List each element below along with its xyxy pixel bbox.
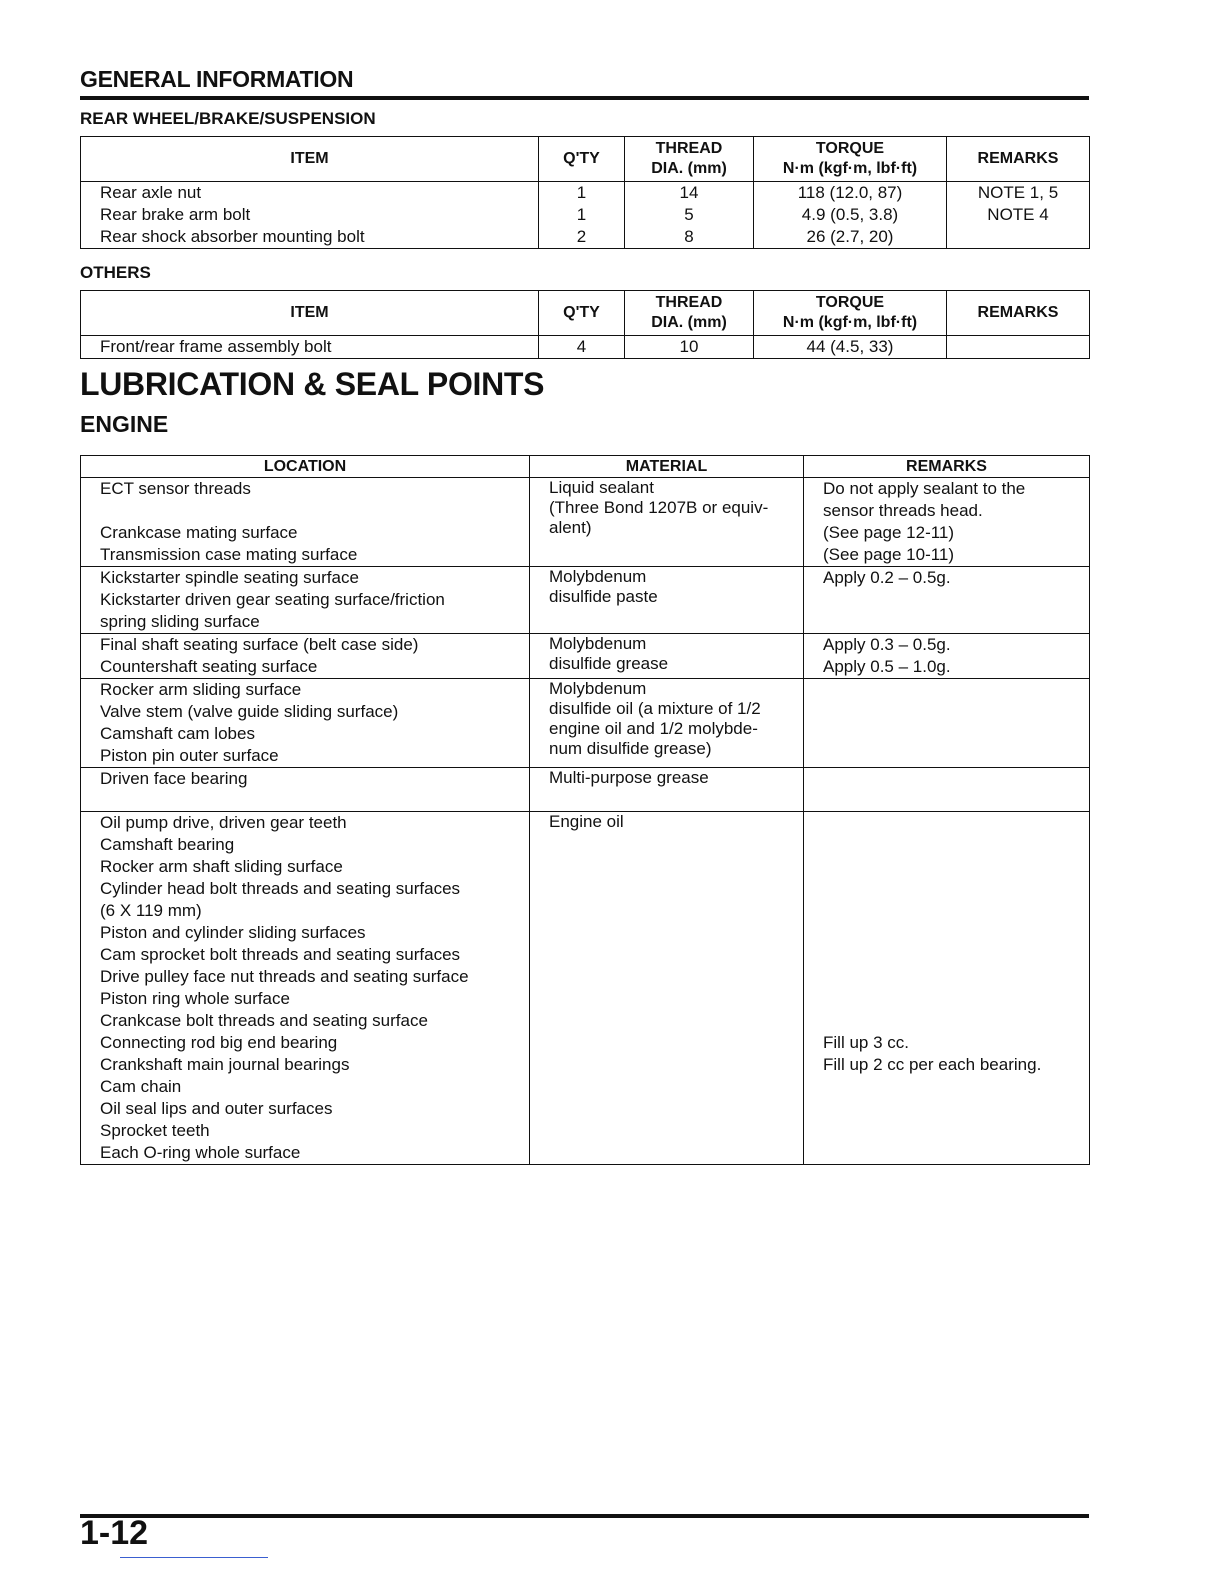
- table-row: [81, 634, 1090, 679]
- col-qty: Q'TY: [539, 291, 625, 336]
- col-thread: THREAD DIA. (mm): [625, 137, 754, 182]
- table-row: [81, 478, 1090, 567]
- col-torque: TORQUE N·m (kgf·m, lbf·ft): [754, 137, 947, 182]
- material-cell: Engine oil: [530, 812, 804, 1165]
- col-location: LOCATION: [81, 456, 530, 478]
- engine-subtitle: ENGINE: [80, 411, 169, 437]
- col-remarks: REMARKS: [804, 456, 1090, 478]
- rear-table-title: REAR WHEEL/BRAKE/SUSPENSION: [80, 109, 376, 128]
- table-row: [81, 768, 1090, 812]
- section-header: GENERAL INFORMATION: [80, 66, 354, 92]
- location-cell: Driven face bearing: [81, 768, 530, 812]
- location-cell: Oil pump drive, driven gear teeth Camshaft bearing Rocker arm shaft sliding surface Cylinder head bolt threads and seating surfaces (6 X 119 mm) Piston and cylinder sliding surfaces Cam sprocket bolt threads and seating surfaces Drive pulley face nut threads and seating surface Piston ring whole surface Crankcase bolt threads and seating surface Connecting rod big end bearing Crankshaft main journal bearings Cam chain Oil seal lips and outer surfaces Sprocket teeth Each O-ring whole surface: [81, 812, 530, 1165]
- remarks-cell: [804, 768, 1090, 812]
- header-rule: [80, 96, 1089, 100]
- col-thread: THREAD DIA. (mm): [625, 291, 754, 336]
- table-row: [81, 812, 1090, 1165]
- location-cell: Final shaft seating surface (belt case side) Countershaft seating surface: [81, 634, 530, 679]
- material-cell: Molybdenum disulfide oil (a mixture of 1/2 engine oil and 1/2 molybde- num disulfide grease): [530, 679, 804, 768]
- others-table: [80, 290, 1090, 359]
- col-remarks: REMARKS: [947, 137, 1090, 182]
- remarks-cell: [804, 679, 1090, 768]
- material-cell: Multi-purpose grease: [530, 768, 804, 812]
- location-cell: Kickstarter spindle seating surface Kickstarter driven gear seating surface/friction spring sliding surface: [81, 567, 530, 634]
- material-cell: Liquid sealant (Three Bond 1207B or equiv- alent): [530, 478, 804, 567]
- table-row: Rear axle nut Rear brake arm bolt Rear shock absorber mounting bolt 1 1 2 14 5 8 118 (12.0, 87) 4.9 (0.5, 3.8) 26 (2.7, 20) NOTE 1, 5 NOTE 4: [81, 182, 1090, 249]
- location-cell: Rocker arm sliding surface Valve stem (valve guide sliding surface) Camshaft cam lobes Piston pin outer surface: [81, 679, 530, 768]
- material-cell: Molybdenum disulfide paste: [530, 567, 804, 634]
- remarks-cell: Apply 0.2 – 0.5g.: [804, 567, 1090, 634]
- location-cell: ECT sensor threads Crankcase mating surface Transmission case mating surface: [81, 478, 530, 567]
- lubrication-table: [80, 455, 1090, 1165]
- col-qty: Q'TY: [539, 137, 625, 182]
- lubrication-title: LUBRICATION & SEAL POINTS: [80, 366, 545, 402]
- table-row: Front/rear frame assembly bolt 4 10 44 (4.5, 33): [81, 336, 1090, 359]
- col-material: MATERIAL: [530, 456, 804, 478]
- page-link-underline: [120, 1557, 268, 1558]
- rear-wheel-table: [80, 136, 1090, 249]
- remarks-cell: Fill up 3 cc. Fill up 2 cc per each bearing.: [804, 812, 1090, 1165]
- material-cell: Molybdenum disulfide grease: [530, 634, 804, 679]
- footer-rule: [80, 1514, 1089, 1518]
- col-remarks: REMARKS: [947, 291, 1090, 336]
- remarks-cell: Apply 0.3 – 0.5g. Apply 0.5 – 1.0g.: [804, 634, 1090, 679]
- col-torque: TORQUE N·m (kgf·m, lbf·ft): [754, 291, 947, 336]
- others-table-title: OTHERS: [80, 263, 151, 282]
- table-row: [81, 679, 1090, 768]
- page-number: 1-12: [80, 1514, 149, 1552]
- col-item: ITEM: [81, 291, 539, 336]
- col-item: ITEM: [81, 137, 539, 182]
- remarks-cell: Do not apply sealant to the sensor threads head. (See page 12-11) (See page 10-11): [804, 478, 1090, 567]
- table-row: [81, 567, 1090, 634]
